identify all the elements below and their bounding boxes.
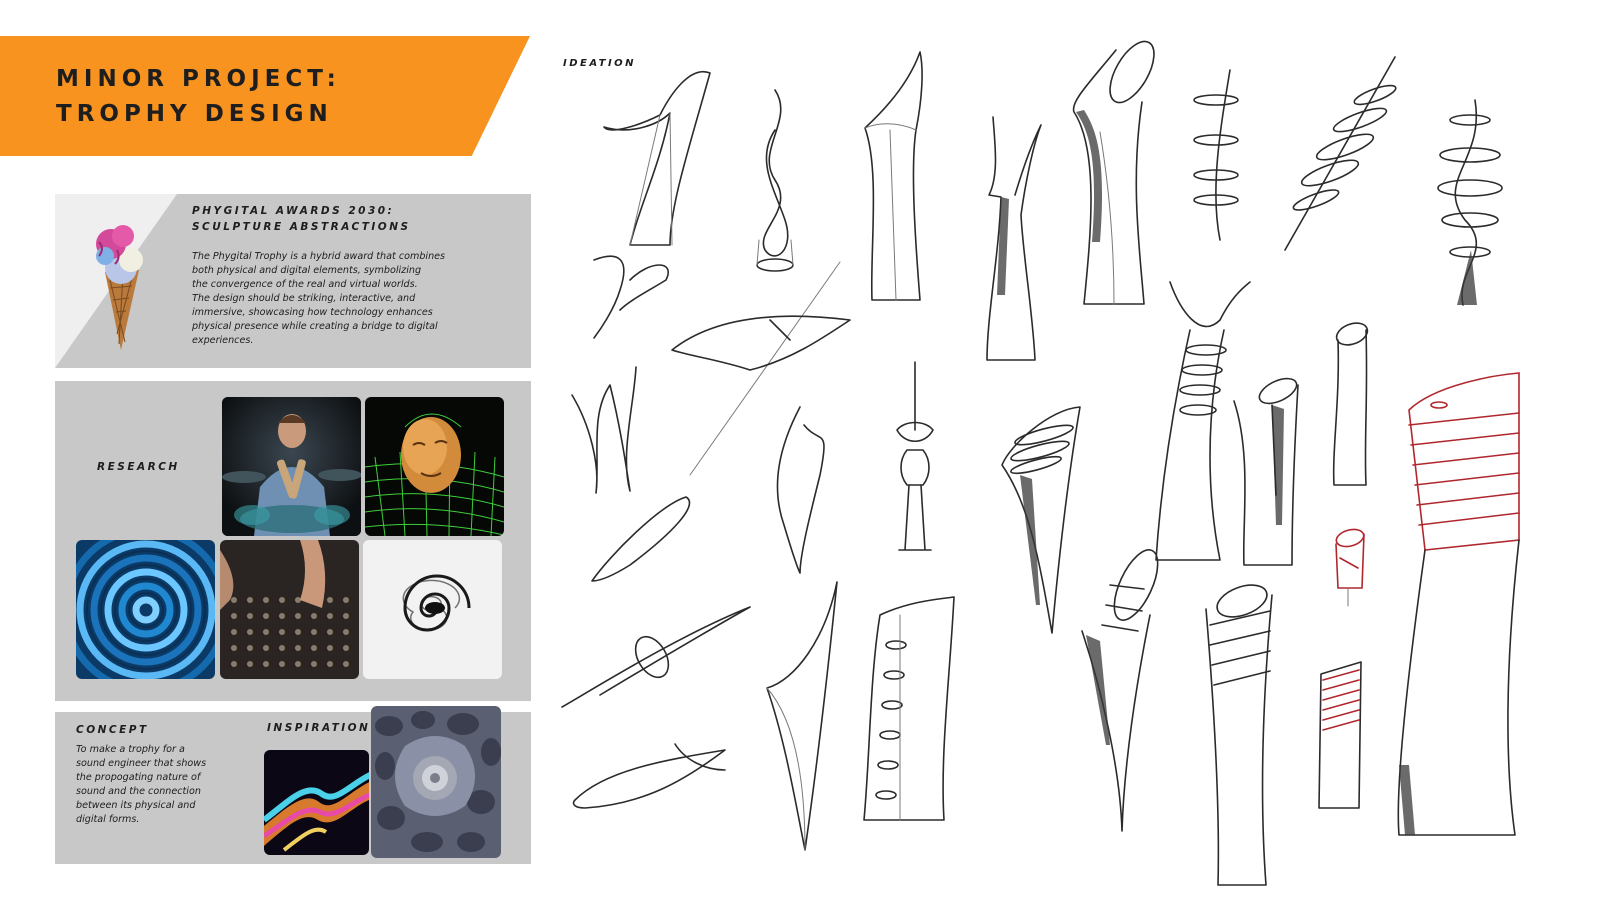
trophy-sketch <box>600 65 720 255</box>
mixing-console-photo <box>220 540 359 679</box>
blue-ripple-photo <box>76 540 215 679</box>
trophy-sketch <box>860 50 930 305</box>
trophy-sketch <box>1315 660 1365 810</box>
trophy-sketch <box>1080 545 1165 835</box>
concept-line: To make a trophy for a <box>76 744 185 755</box>
trophy-sketch <box>1435 100 1505 310</box>
trophy-sketch <box>1200 585 1275 890</box>
trophy-sketch <box>1232 375 1302 570</box>
concept-line: digital forms. <box>76 814 140 825</box>
concept-line: sound engineer that shows <box>76 758 207 769</box>
intro-description <box>192 250 522 348</box>
research-label: RESEARCH <box>97 461 180 473</box>
trophy-sketch <box>1070 42 1160 312</box>
trophy-sketch <box>745 90 805 275</box>
trophy-sketch <box>565 740 730 810</box>
trophy-sketch <box>570 365 640 495</box>
concept-panel <box>55 712 531 864</box>
intro-line: physical presence while creating a bridge to digital <box>192 321 438 332</box>
inspiration-label: INSPIRATION <box>267 722 371 734</box>
intro-panel <box>55 194 531 368</box>
title-line-1: MINOR PROJECT: <box>56 66 341 92</box>
iridescent-fluid-photo <box>264 750 369 855</box>
page-title <box>56 62 341 132</box>
wireframe-face-photo <box>365 397 504 536</box>
intro-heading-line-2: SCULPTURE ABSTRACTIONS <box>192 221 411 233</box>
intro-line: The design should be striking, interactive, and <box>192 293 416 304</box>
ideation-label: IDEATION <box>563 58 637 69</box>
trophy-sketch <box>860 595 960 825</box>
trophy-sketch <box>1328 528 1368 608</box>
spiral-vortex-photo <box>363 540 502 679</box>
concept-line: the propogating nature of <box>76 772 201 783</box>
concept-description <box>76 743 251 827</box>
intro-line: the convergence of the real and virtual worlds. <box>192 279 418 290</box>
trophy-sketch <box>1190 70 1245 245</box>
trophy-sketch <box>885 360 945 555</box>
concept-line: between its physical and <box>76 800 196 811</box>
intro-heading-line-1: PHYGITAL AWARDS 2030: <box>192 205 395 217</box>
trophy-sketch <box>1280 55 1400 255</box>
trophy-sketch <box>765 580 845 855</box>
ideation-sketches <box>560 40 1590 890</box>
intro-line: experiences. <box>192 335 254 346</box>
red-trophy-sketch <box>1395 365 1525 840</box>
trophy-sketch <box>590 495 700 585</box>
trophy-sketch <box>590 250 680 340</box>
intro-line: immersive, showcasing how technology enhances <box>192 307 433 318</box>
title-line-2: TROPHY DESIGN <box>56 101 333 127</box>
intro-line: both physical and digital elements, symbolizing <box>192 265 422 276</box>
trophy-sketch <box>1330 320 1370 490</box>
intro-line: The Phygital Trophy is a hybrid award that combines <box>192 251 446 262</box>
trophy-sketch <box>760 405 830 575</box>
organic-speaker-photo <box>371 706 501 858</box>
intro-heading <box>192 203 411 235</box>
trophy-sketch <box>560 605 750 710</box>
drummer-photo <box>222 397 361 536</box>
ice-cream-sculpture-image <box>77 212 157 352</box>
concept-label: CONCEPT <box>76 724 149 736</box>
trophy-sketch <box>985 115 1045 365</box>
research-panel <box>55 381 531 701</box>
concept-line: sound and the connection <box>76 786 201 797</box>
trophy-sketch <box>1000 405 1090 635</box>
